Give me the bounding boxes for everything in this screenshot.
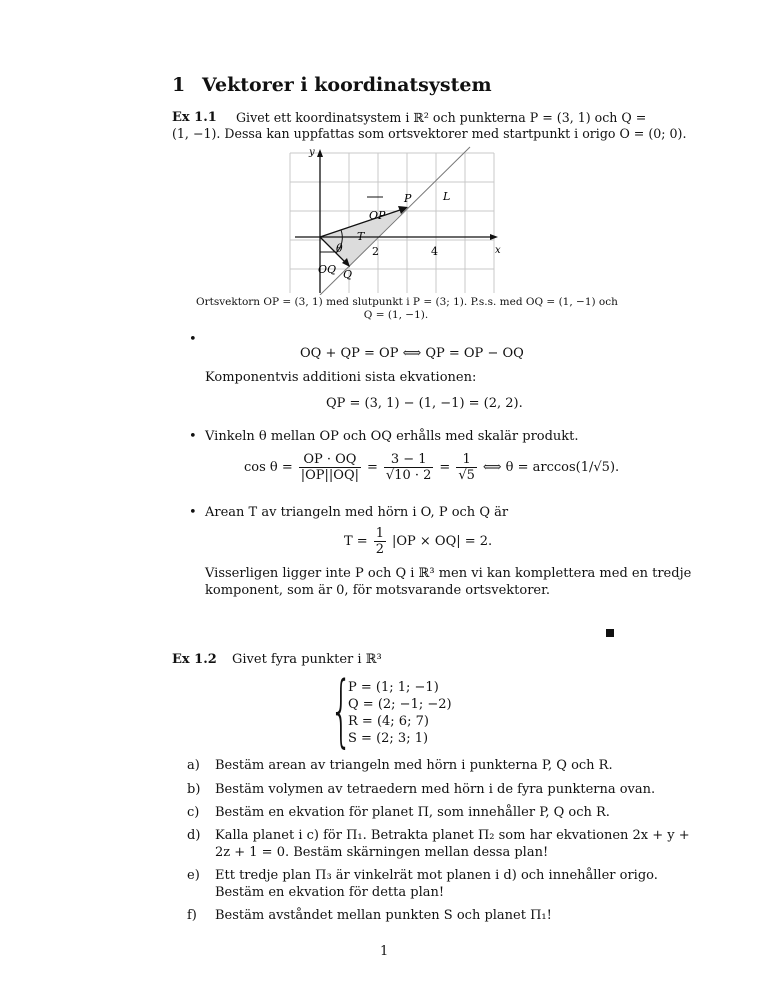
axis-label-x: x <box>495 245 501 256</box>
line-label-L: L <box>443 190 451 203</box>
cos-fraction-2 <box>384 452 434 483</box>
cos-rhs: ⟺ θ = arccos(1/√5). <box>482 460 620 475</box>
angle-label-theta: θ <box>336 242 343 255</box>
item-b-label: b) <box>187 782 201 797</box>
bullet-marker-1: • <box>189 332 197 347</box>
cos-equals-1: = <box>367 460 378 475</box>
item-c-label: c) <box>187 805 200 820</box>
cos-equation <box>244 452 619 483</box>
section-title: Vektorer i koordinatsystem <box>202 74 492 96</box>
point-P: P = (1; 1; −1) <box>348 680 439 695</box>
end-of-example-mark <box>606 629 614 637</box>
angle-text: Vinkeln θ mellan OP och OQ erhålls med skalär produkt. <box>205 429 579 444</box>
note-line-2: komponent, som är 0, för motsvarande ortsvektorer. <box>205 583 551 598</box>
cos-numerator-1: OP · OQ <box>299 452 361 468</box>
area-rhs: |OP × OQ| = 2. <box>391 534 493 549</box>
area-fraction <box>374 526 386 557</box>
item-d <box>187 828 690 843</box>
item-d-text-1: Kalla planet i c) för Π₁. Betrakta planet Π₂ som har ekvationen 2x + y + <box>215 828 690 843</box>
triangle-label-T: T <box>357 230 365 243</box>
intro-line-2: (1, −1). Dessa kan uppfattas som ortsvektorer med startpunkt i origo O = (0; 0). <box>172 126 687 141</box>
area-denominator: 2 <box>375 542 384 557</box>
tick-label-4: 4 <box>431 245 438 258</box>
cos-denominator-1: |OP||OQ| <box>300 468 360 483</box>
cos-fraction-3 <box>456 452 477 483</box>
point-label-P: P <box>404 192 412 205</box>
figure-caption-line-1: Ortsvektorn OP = (3, 1) med slutpunkt i P = (3; 1). P.s.s. med OQ = (1, −1) och <box>196 296 618 308</box>
item-a-text: Bestäm arean av triangeln med hörn i punkterna P, Q och R. <box>215 758 613 773</box>
vector-label-OP: OP <box>369 209 386 222</box>
item-e-label: e) <box>187 868 200 883</box>
point-R: R = (4; 6; 7) <box>348 714 429 729</box>
coordinate-figure <box>285 145 505 295</box>
item-d-line-2: 2z + 1 = 0. Bestäm skärningen mellan dessa plan! <box>215 845 549 860</box>
figure-caption-line-2: Q = (1, −1). <box>363 309 429 321</box>
component-text: Komponentvis additioni sista ekvationen: <box>205 370 477 385</box>
equation-vector-sum: OQ + QP = OP ⟺ QP = OP − OQ <box>300 346 524 361</box>
item-f <box>187 908 552 923</box>
example-label: Ex 1.1 <box>172 110 217 125</box>
bullet-marker-3: • <box>189 505 197 520</box>
bullet-marker-2: • <box>189 429 197 444</box>
axis-label-y: y <box>309 147 315 158</box>
ex12-intro: Givet fyra punkter i ℝ³ <box>232 652 382 667</box>
item-a <box>187 758 613 773</box>
item-e-text-1: Ett tredje plan Π₃ är vinkelrät mot planen i d) och innehåller origo. <box>215 868 658 883</box>
equation-QP: QP = (3, 1) − (1, −1) = (2, 2). <box>326 396 523 411</box>
item-d-label: d) <box>187 828 201 843</box>
item-a-label: a) <box>187 758 200 773</box>
point-S: S = (2; 3; 1) <box>348 731 429 746</box>
cos-fraction-1 <box>299 452 361 483</box>
tick-label-2: 2 <box>372 245 379 258</box>
item-b <box>187 782 655 797</box>
cos-denominator-3: √5 <box>458 468 475 483</box>
area-text: Arean T av triangeln med hörn i O, P och Q är <box>205 505 509 520</box>
cos-numerator-3: 1 <box>456 452 477 468</box>
item-f-text: Bestäm avståndet mellan punkten S och planet Π₁! <box>215 908 552 923</box>
point-Q: Q = (2; −1; −2) <box>348 697 452 712</box>
cos-numerator-2: 3 − 1 <box>384 452 434 468</box>
area-lhs: T = <box>344 534 368 549</box>
item-c-text: Bestäm en ekvation för planet Π, som innehåller P, Q och R. <box>215 805 610 820</box>
item-e-line-2: Bestäm en ekvation för detta plan! <box>215 885 445 900</box>
intro-line-1: Givet ett koordinatsystem i ℝ² och punkterna P = (3, 1) och Q = <box>236 110 647 125</box>
point-label-Q: Q <box>343 268 353 281</box>
item-c <box>187 805 610 820</box>
item-f-label: f) <box>187 908 197 923</box>
cos-lhs: cos θ = <box>244 460 293 475</box>
cos-equals-2: = <box>439 460 451 475</box>
item-e <box>187 868 658 883</box>
example-label-2: Ex 1.2 <box>172 652 217 667</box>
vector-label-OQ: OQ <box>318 263 337 276</box>
system-brace: { <box>330 666 353 756</box>
section-number: 1 <box>172 74 186 96</box>
area-numerator: 1 <box>375 526 384 541</box>
cos-denominator-2: √10 · 2 <box>385 468 432 483</box>
note-line-1: Visserligen ligger inte P och Q i ℝ³ men vi kan komplettera med en tredje <box>205 566 692 581</box>
item-b-text: Bestäm volymen av tetraedern med hörn i de fyra punkterna ovan. <box>215 782 656 797</box>
page-number: 1 <box>380 944 389 959</box>
area-equation <box>344 526 492 557</box>
